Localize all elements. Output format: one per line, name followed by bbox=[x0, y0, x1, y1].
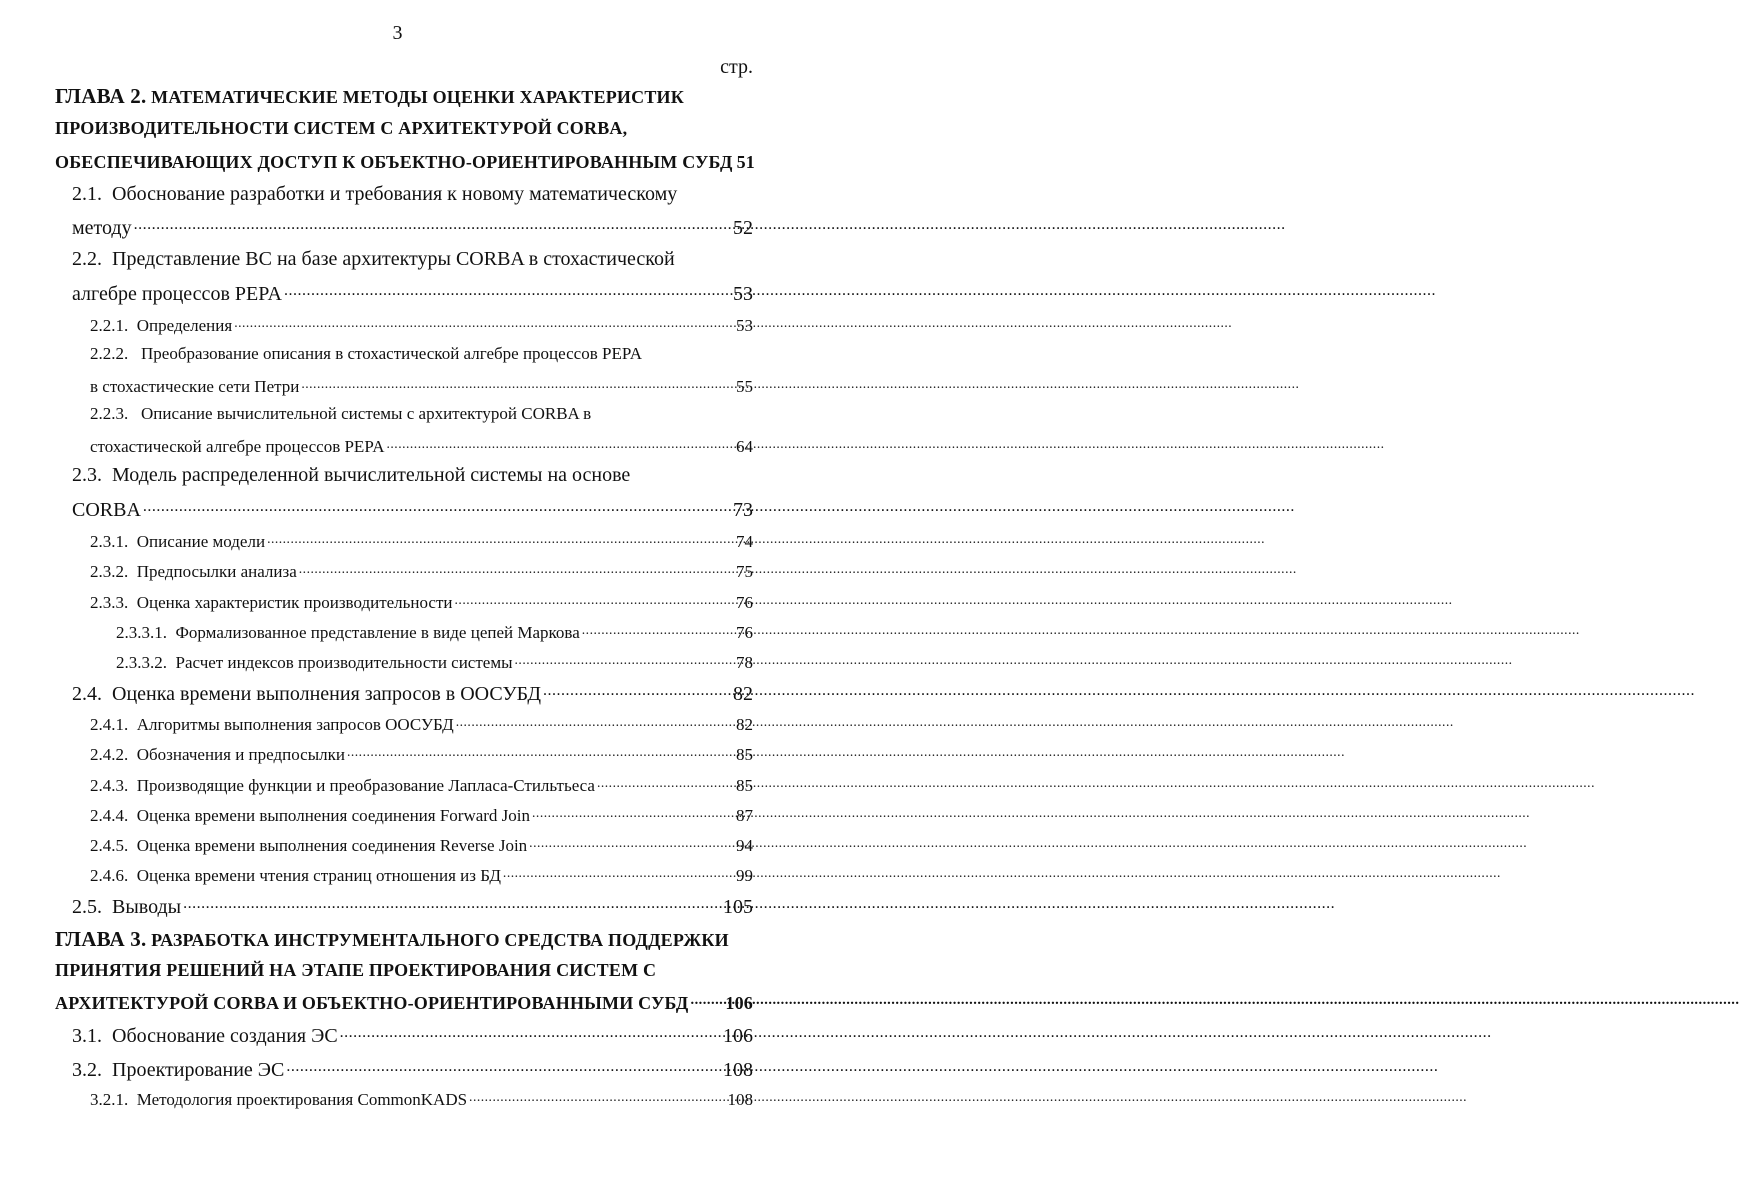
entry-title: Методология проектирования CommonKADS bbox=[136, 1090, 468, 1109]
entry-number: 2.4.4. bbox=[90, 806, 129, 825]
dot-leader bbox=[469, 1088, 725, 1105]
chapter-2-title-line-3: ОБЕСПЕЧИВАЮЩИХ ДОСТУП К ОБЪЕКТНО-ОРИЕНТИРОВАННЫМ СУБД bbox=[55, 152, 733, 172]
entry-number: 3.2. bbox=[72, 1059, 102, 1081]
dot-leader bbox=[529, 834, 734, 851]
toc-entry-2-1-line-1: 2.1. Обоснование разработки и требования к новому математическому bbox=[72, 183, 678, 205]
toc-entry-2-2-2[interactable] bbox=[90, 375, 753, 397]
toc-entry-2-3-3-2[interactable] bbox=[116, 651, 753, 673]
entry-number: 2.2.1. bbox=[90, 316, 129, 335]
page-ref: 106 bbox=[723, 1025, 753, 1047]
page-ref: 51 bbox=[736, 152, 755, 172]
dot-leader bbox=[301, 375, 734, 392]
entry-title: Обозначения и предпосылки bbox=[136, 745, 345, 764]
dot-leader bbox=[284, 280, 731, 300]
page-ref: 53 bbox=[736, 316, 753, 335]
dot-leader bbox=[267, 530, 734, 547]
entry-number: 2.4.6. bbox=[90, 866, 129, 885]
chapter-3-title-line-2: ПРИНЯТИЯ РЕШЕНИЙ НА ЭТАПЕ ПРОЕКТИРОВАНИЯ СИСТЕМ С bbox=[55, 960, 657, 980]
toc-entry-3-1[interactable] bbox=[72, 1022, 753, 1048]
toc-entry-2-3-3[interactable] bbox=[90, 591, 753, 613]
toc-entry-2-3-1[interactable] bbox=[90, 530, 753, 552]
entry-title: Производящие функции и преобразование Лапласа-Стильтьеса bbox=[136, 776, 595, 795]
entry-title: Выводы bbox=[112, 896, 182, 918]
dot-leader bbox=[143, 496, 731, 516]
dot-leader bbox=[690, 991, 723, 1009]
entry-number: 2.4.1. bbox=[90, 715, 129, 734]
toc-entry-3-2-1[interactable] bbox=[90, 1088, 753, 1110]
page-ref: 74 bbox=[736, 532, 753, 551]
toc-entry-2-2[interactable] bbox=[72, 280, 753, 306]
toc-entry-2-2-1[interactable] bbox=[90, 314, 753, 336]
page-number: 3 bbox=[392, 22, 403, 44]
toc-entry-2-3-line-1: 2.3. Модель распределенной вычислительной системы на основе bbox=[72, 464, 631, 486]
toc-entry-2-4-4[interactable] bbox=[90, 804, 753, 826]
toc-entry-2-4-6[interactable] bbox=[90, 864, 753, 886]
dot-leader bbox=[299, 560, 734, 577]
toc-entry-chapter-2[interactable] bbox=[55, 150, 753, 173]
page-ref: 108 bbox=[723, 1059, 753, 1081]
page-ref: 87 bbox=[736, 806, 753, 825]
entry-number: 2.3.1. bbox=[90, 532, 129, 551]
page-ref: 55 bbox=[736, 377, 753, 396]
dot-leader bbox=[515, 651, 734, 668]
entry-number: 2.3.3.1. bbox=[116, 623, 167, 642]
page-ref: 82 bbox=[733, 683, 753, 705]
page-ref: 85 bbox=[736, 776, 753, 795]
chapter-3-title-line-3: АРХИТЕКТУРОЙ CORBA И ОБЪЕКТНО-ОРИЕНТИРОВАННЫМИ СУБД bbox=[55, 993, 689, 1013]
chapter-2-title-line-2: ПРОИЗВОДИТЕЛЬНОСТИ СИСТЕМ С АРХИТЕКТУРОЙ CORBA, bbox=[55, 118, 628, 138]
dot-leader bbox=[347, 743, 734, 760]
table-of-contents bbox=[0, 0, 795, 1197]
toc-entry-2-3-2[interactable] bbox=[90, 560, 753, 582]
dot-leader bbox=[456, 713, 734, 730]
entry-title: Формализованное представление в виде цепей Маркова bbox=[175, 623, 580, 642]
entry-number: 2.3.2. bbox=[90, 562, 129, 581]
page-ref: 76 bbox=[736, 593, 753, 612]
page-ref: 106 bbox=[725, 993, 753, 1013]
entry-number: 2.3.3.2. bbox=[116, 653, 167, 672]
entry-number: 3.1. bbox=[72, 1025, 102, 1047]
page-column-label: стр. bbox=[720, 56, 753, 78]
page-ref: 76 bbox=[736, 623, 753, 642]
toc-entry-2-4-2[interactable] bbox=[90, 743, 753, 765]
page-ref: 82 bbox=[736, 715, 753, 734]
entry-title: методу bbox=[72, 217, 132, 239]
entry-title: Алгоритмы выполнения запросов ООСУБД bbox=[136, 715, 454, 734]
dot-leader bbox=[387, 435, 735, 452]
page-ref: 99 bbox=[736, 866, 753, 885]
entry-number: 2.3.3. bbox=[90, 593, 129, 612]
page-ref: 85 bbox=[736, 745, 753, 764]
entry-title: Оценка времени чтения страниц отношения из БД bbox=[136, 866, 501, 885]
entry-number: 2.4.2. bbox=[90, 745, 129, 764]
toc-entry-2-3[interactable] bbox=[72, 496, 753, 522]
toc-entry-chapter-3[interactable] bbox=[55, 991, 753, 1014]
chapter-3-title-line-1: ГЛАВА 3. РАЗРАБОТКА ИНСТРУМЕНТАЛЬНОГО СРЕДСТВА ПОДДЕРЖКИ bbox=[55, 927, 729, 951]
dot-leader bbox=[503, 864, 734, 881]
page-ref: 53 bbox=[733, 283, 753, 305]
entry-title: Описание модели bbox=[136, 532, 266, 551]
dot-leader bbox=[543, 680, 731, 700]
entry-title: Обоснование создания ЭС bbox=[112, 1025, 338, 1047]
dot-leader bbox=[340, 1022, 721, 1042]
toc-entry-2-3-3-1[interactable] bbox=[116, 621, 753, 643]
entry-number: 2.4. bbox=[72, 683, 102, 705]
dot-leader bbox=[286, 1056, 721, 1076]
entry-title: Оценка характеристик производительности bbox=[136, 593, 453, 612]
toc-entry-2-4-5[interactable] bbox=[90, 834, 753, 856]
entry-number: 2.4.5. bbox=[90, 836, 129, 855]
page-ref: 78 bbox=[736, 653, 753, 672]
dot-leader bbox=[532, 804, 734, 821]
dot-leader bbox=[234, 314, 734, 331]
chapter-2-title-line-1: ГЛАВА 2. МАТЕМАТИЧЕСКИЕ МЕТОДЫ ОЦЕНКИ ХАРАКТЕРИСТИК bbox=[55, 84, 684, 108]
entry-title: стохастической алгебре процессов PEPA bbox=[90, 437, 385, 456]
dot-leader bbox=[455, 591, 734, 608]
toc-entry-2-4[interactable] bbox=[72, 680, 753, 706]
dot-leader bbox=[134, 214, 731, 234]
entry-title: Определения bbox=[136, 316, 233, 335]
entry-title: алгебре процессов PEPA bbox=[72, 283, 282, 305]
page-ref: 108 bbox=[727, 1090, 753, 1109]
entry-title: Оценка времени выполнения соединения Forward Join bbox=[136, 806, 531, 825]
entry-title: в стохастические сети Петри bbox=[90, 377, 300, 396]
toc-entry-2-4-1[interactable] bbox=[90, 713, 753, 735]
page-ref: 52 bbox=[733, 217, 753, 239]
entry-number: 3.2.1. bbox=[90, 1090, 129, 1109]
page-ref: 105 bbox=[723, 896, 753, 918]
entry-title: CORBA bbox=[72, 499, 141, 521]
toc-entry-2-2-3-line-1: 2.2.3. Описание вычислительной системы с архитектурой CORBA в bbox=[90, 404, 592, 423]
entry-title: Оценка времени выполнения запросов в ООСУБД bbox=[112, 683, 541, 705]
entry-number: 2.4.3. bbox=[90, 776, 129, 795]
dot-leader bbox=[183, 893, 721, 913]
toc-entry-2-4-3[interactable] bbox=[90, 774, 753, 796]
toc-entry-2-2-2-line-1: 2.2.2. Преобразование описания в стохастической алгебре процессов PEPA bbox=[90, 344, 642, 363]
toc-entry-2-2-3[interactable] bbox=[90, 435, 753, 457]
dot-leader bbox=[582, 621, 734, 638]
page-ref: 73 bbox=[733, 499, 753, 521]
page-ref: 94 bbox=[736, 836, 753, 855]
toc-entry-3-2[interactable] bbox=[72, 1056, 753, 1082]
entry-title: Расчет индексов производительности системы bbox=[175, 653, 513, 672]
toc-entry-2-2-line-1: 2.2. Представление ВС на базе архитектуры CORBA в стохастической bbox=[72, 248, 675, 270]
entry-title: Предпосылки анализа bbox=[136, 562, 297, 581]
entry-title: Проектирование ЭС bbox=[112, 1059, 285, 1081]
dot-leader bbox=[597, 774, 734, 791]
toc-entry-2-5[interactable] bbox=[72, 893, 753, 919]
toc-entry-2-1[interactable] bbox=[72, 214, 753, 240]
entry-title: Оценка времени выполнения соединения Reverse Join bbox=[136, 836, 528, 855]
page-ref: 64 bbox=[736, 437, 753, 456]
page-ref: 75 bbox=[736, 562, 753, 581]
entry-number: 2.5. bbox=[72, 896, 102, 918]
